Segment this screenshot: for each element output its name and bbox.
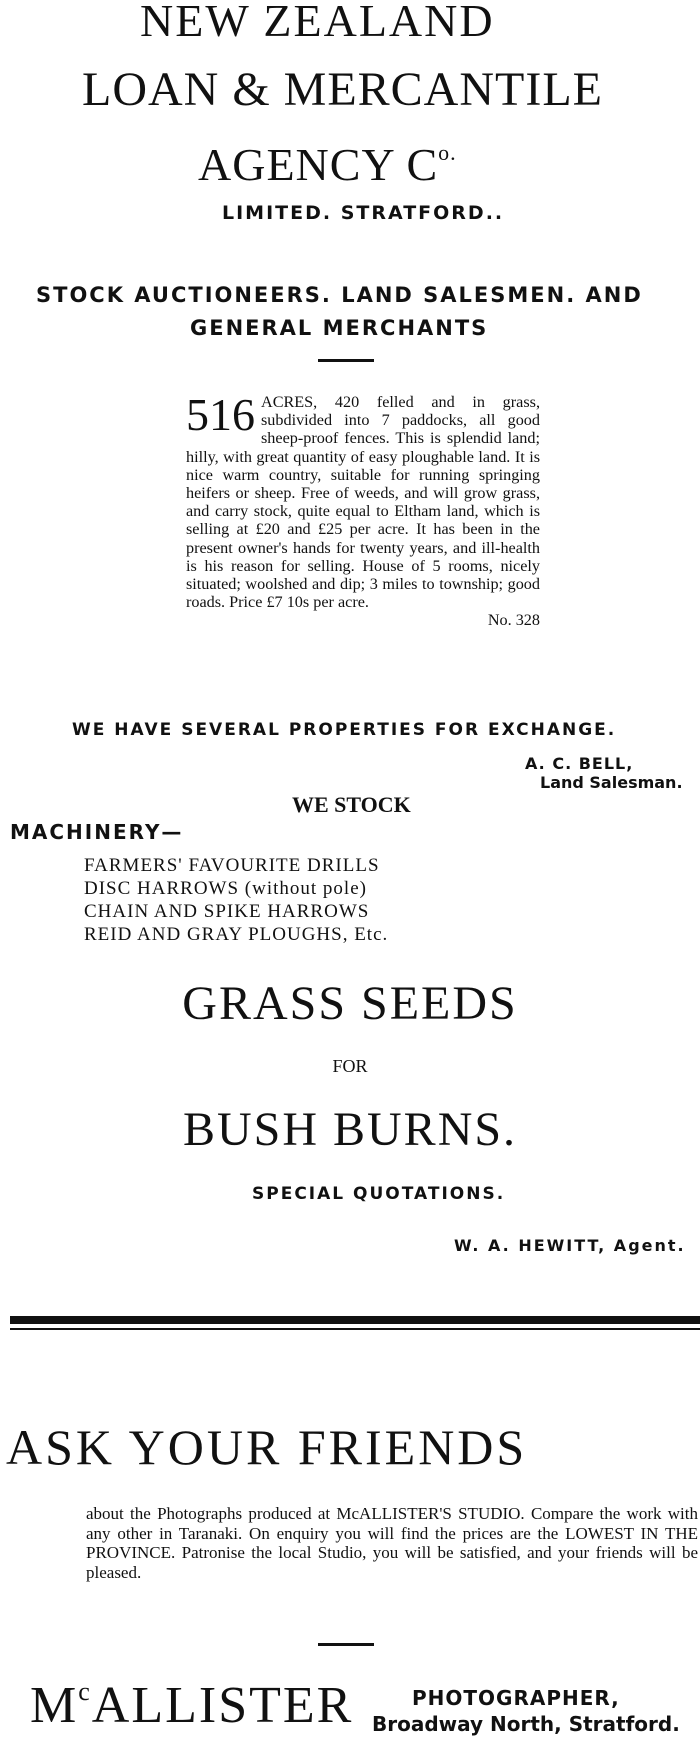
list-item: FARMERS' FAVOURITE DRILLS — [84, 855, 380, 876]
section-divider — [318, 1643, 374, 1646]
masthead-agency: AGENCY C — [198, 139, 439, 190]
agent-signature: W. A. HEWITT, Agent. — [454, 1236, 686, 1255]
studio-description: about the Photographs produced at McALLISTER'S STUDIO. Compare the work with any other in Taranaki. On enquiry you will find the prices are the LOWEST IN THE PROVINCE. Patronise the local Studio, you will be satisfied, and your friends will be pleased. — [86, 1504, 698, 1582]
studio-address: Broadway North, Stratford. — [372, 1712, 680, 1736]
property-ref: No. 328 — [487, 611, 540, 630]
grass-seeds-headline: GRASS SEEDS — [182, 977, 518, 1030]
masthead-line-1: NEW ZEALAND — [140, 0, 495, 46]
property-description: ACRES, 420 felled and in grass, subdivided into 7 paddocks, all good sheep-proof fences. This is splendid land; hilly, with great quantity of easy ploughable land. It is nice warm country, suitable for running springing heifers or sheep. Free of weeds, and will grow grass, and carry stock, quite equal to Eltham land, which is selling at £20 and £25 per acre. It has been in the present owner's hands for twenty years, and ill-health is his reason for selling. House of 5 rooms, nicely situated; woolshed and dip; 3 miles to township; good roads. Price £7 10s per acre. — [186, 393, 540, 612]
property-listing — [186, 389, 540, 630]
stock-heading: WE STOCK — [292, 792, 411, 817]
studio-name-sup: c — [78, 1677, 92, 1706]
studio-name-rest: ALLISTER — [91, 1677, 354, 1734]
special-quotations: SPECIAL QUOTATIONS. — [252, 1184, 506, 1204]
ask-friends-headline: ASK YOUR FRIENDS — [6, 1419, 528, 1475]
business-line-2: GENERAL MERCHANTS — [190, 316, 489, 340]
masthead-line-4: LIMITED. STRATFORD.. — [222, 202, 505, 224]
exchange-notice: WE HAVE SEVERAL PROPERTIES FOR EXCHANGE. — [72, 720, 617, 740]
for-label: FOR — [332, 1056, 368, 1076]
divider-thick — [10, 1316, 700, 1324]
masthead-line-3 — [198, 138, 457, 191]
business-line-1: STOCK AUCTIONEERS. LAND SALESMEN. AND — [36, 283, 643, 307]
list-item: DISC HARROWS (without pole) — [84, 878, 367, 899]
machinery-list — [84, 854, 388, 946]
list-item: REID AND GRAY PLOUGHS, Etc. — [84, 924, 389, 945]
salesman-name: A. C. BELL, — [525, 754, 634, 773]
masthead-line-2: LOAN & MERCANTILE — [82, 63, 603, 116]
machinery-heading: MACHINERY— — [10, 820, 184, 844]
studio-name — [30, 1676, 353, 1735]
list-item: CHAIN AND SPIKE HARROWS — [84, 901, 370, 922]
bush-burns-headline: BUSH BURNS. — [182, 1103, 518, 1156]
studio-role: PHOTOGRAPHER, — [412, 1686, 620, 1710]
masthead-agency-sup: o. — [438, 140, 457, 165]
studio-name-prefix: M — [30, 1677, 79, 1734]
section-divider — [318, 359, 374, 362]
acres-number: 516 — [186, 389, 255, 440]
salesman-title: Land Salesman. — [540, 773, 683, 792]
divider-thin — [10, 1328, 700, 1330]
